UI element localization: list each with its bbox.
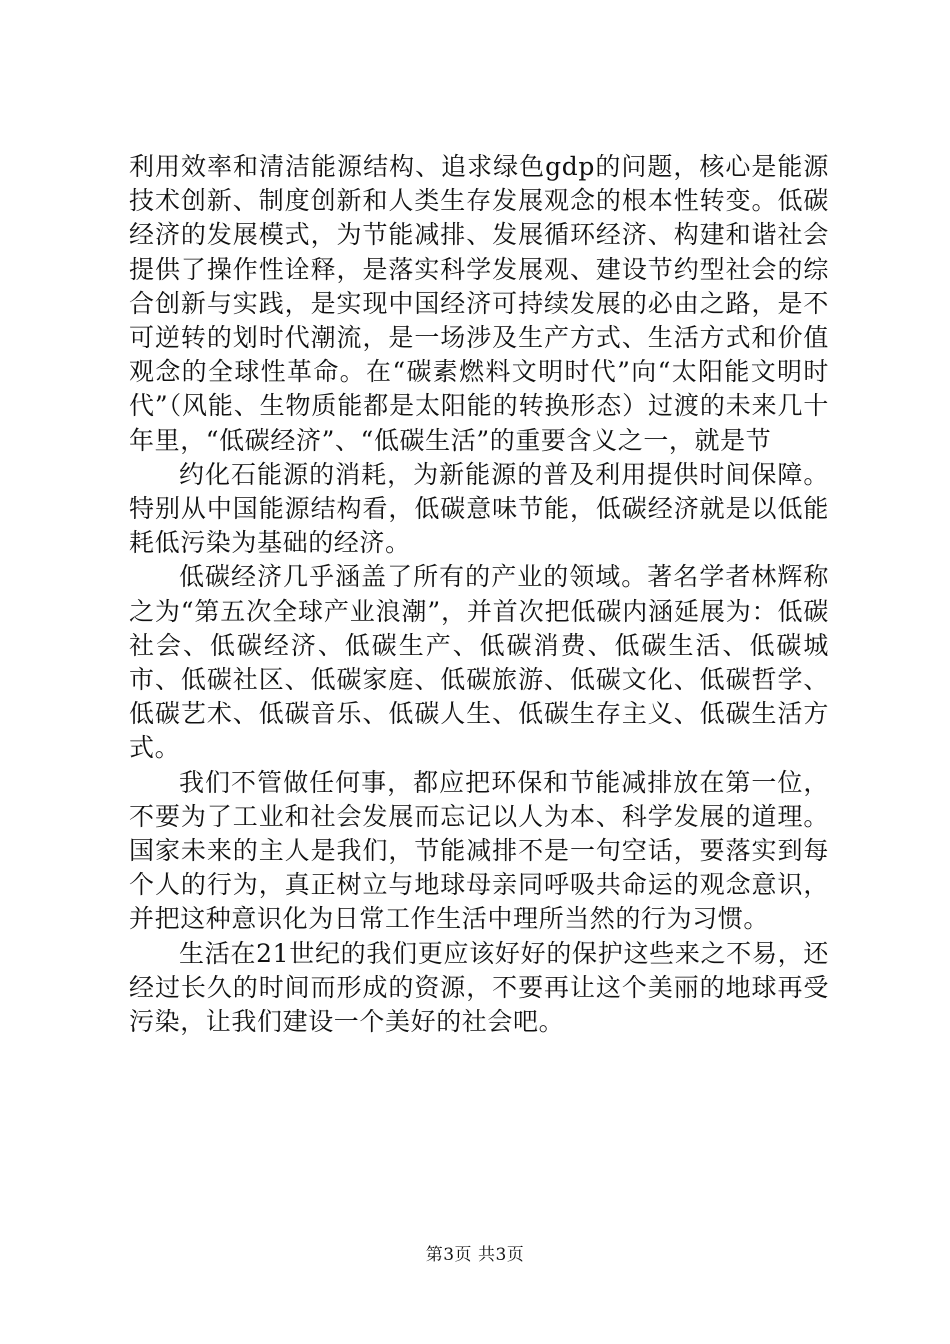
page-number-label: 第3页 共3页: [425, 1245, 525, 1265]
paragraph-4: 我们不管做任何事，都应把环保和节能减排放在第一位，不要为了工业和社会发展而忘记以人为本、科学发展的道理。国家未来的主人是我们，节能减排不是一句空话，要落实到每个人的行为，真正树立与地球母亲同呼吸共命运的观念意识，并把这种意识化为日常工作生活中理所当然的行为习惯。: [129, 767, 829, 934]
document-body: [129, 150, 829, 1039]
page-footer: [0, 1244, 950, 1266]
paragraph-3: 低碳经济几乎涵盖了所有的产业的领域。著名学者林辉称之为“第五次全球产业浪潮”，并首次把低碳内涵延展为：低碳社会、低碳经济、低碳生产、低碳消费、低碳生活、低碳城市、低碳社区、低碳家庭、低碳旅游、低碳文化、低碳哲学、低碳艺术、低碳音乐、低碳人生、低碳生存主义、低碳生活方式。: [129, 562, 829, 763]
paragraph-1: 利用效率和清洁能源结构、追求绿色gdp的问题，核心是能源技术创新、制度创新和人类生存发展观念的根本性转变。低碳经济的发展模式，为节能减排、发展循环经济、构建和谐社会提供了操作性诠释，是落实科学发展观、建设节约型社会的综合创新与实践，是实现中国经济可持续发展的必由之路，是不可逆转的划时代潮流，是一场涉及生产方式、生活方式和价值观念的全球性革命。在“碳素燃料文明时代”向“太阳能文明时代”（风能、生物质能都是太阳能的转换形态）过渡的未来几十年里，“低碳经济”、“低碳生活”的重要含义之一，就是节: [129, 152, 829, 455]
paragraph-5: 生活在21世纪的我们更应该好好的保护这些来之不易，还经过长久的时间而形成的资源，不要再让这个美丽的地球再受污染，让我们建设一个美好的社会吧。: [129, 938, 829, 1037]
paragraph-2: 约化石能源的消耗，为新能源的普及利用提供时间保障。特别从中国能源结构看，低碳意味节能，低碳经济就是以低能耗低污染为基础的经济。: [129, 459, 829, 558]
